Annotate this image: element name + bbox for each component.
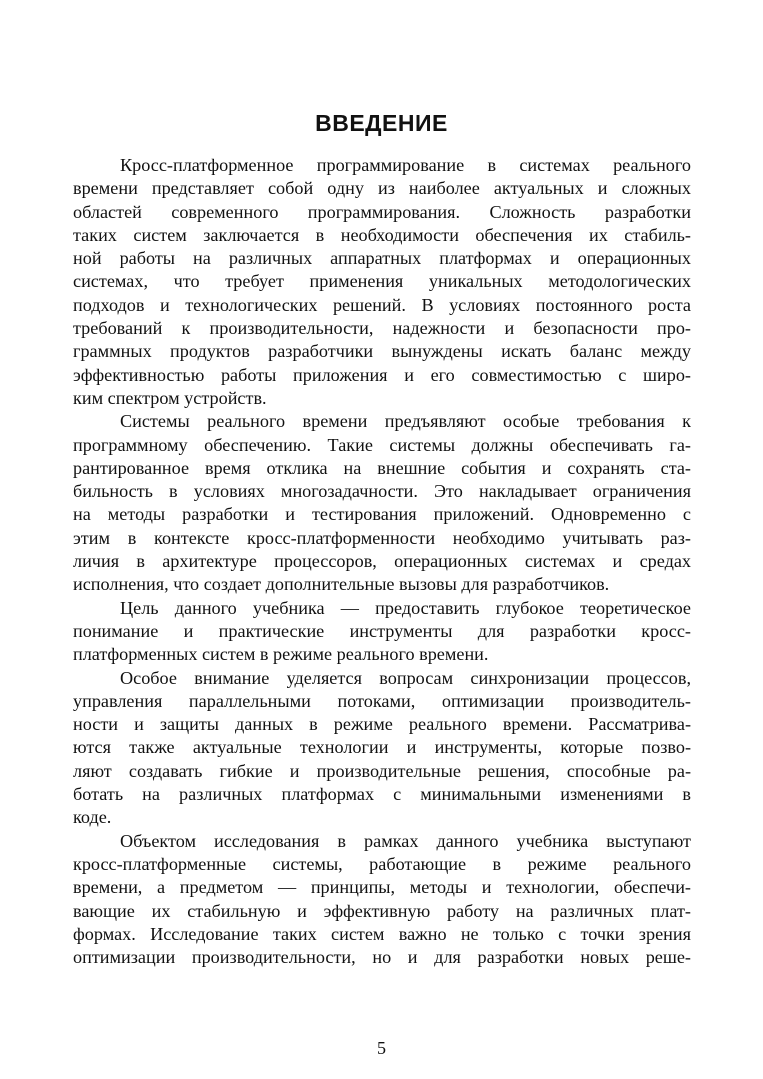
text-line: времени представляет собой одну из наиболее актуальных и сложных xyxy=(73,178,691,199)
text-line: коде. xyxy=(73,807,112,828)
text-line: кросс-платформенные системы, работающие в режиме реального xyxy=(73,853,691,874)
text-line: управления параллельными потоками, оптимизации производитель- xyxy=(73,690,691,711)
text-line: требований к производительности, надежности и безопасности про- xyxy=(73,318,691,339)
text-line: таких систем заключается в необходимости обеспечения их стабиль- xyxy=(73,224,691,245)
text-line: на методы разработки и тестирования приложений. Одновременно с xyxy=(73,504,691,525)
text-line: ляют создавать гибкие и производительные решения, способные ра- xyxy=(73,760,691,781)
body-text xyxy=(73,154,691,969)
text-line: областей современного программирования. Сложность разработки xyxy=(73,201,691,222)
text-line: оптимизации производительности, но и для разработки новых реше- xyxy=(73,947,691,968)
text-line: платформенных систем в режиме реального времени. xyxy=(73,644,489,665)
text-line: понимание и практические инструменты для разработки кросс- xyxy=(73,620,691,641)
page-title: ВВЕДЕНИЕ xyxy=(315,110,448,136)
text-line: ким спектром устройств. xyxy=(73,387,267,408)
text-line: Системы реального времени предъявляют особые требования к xyxy=(120,411,691,432)
text-line: времени, а предметом — принципы, методы и технологии, обеспечи- xyxy=(73,877,691,898)
text-line: граммных продуктов разработчики вынуждены искать баланс между xyxy=(73,341,691,362)
paragraph xyxy=(73,597,691,667)
text-line: рантированное время отклика на внешние события и сохранять ста- xyxy=(73,457,691,478)
text-line: эффективностью работы приложения и его совместимостью с широ- xyxy=(73,364,691,385)
paragraph xyxy=(73,667,691,830)
text-line: подходов и технологических решений. В условиях постоянного роста xyxy=(73,294,691,315)
text-line: формах. Исследование таких систем важно не только с точки зрения xyxy=(73,923,691,944)
text-line: Цель данного учебника — предоставить глубокое теоретическое xyxy=(120,597,691,618)
text-line: ной работы на различных аппаратных платформах и операционных xyxy=(73,248,691,269)
text-line: этим в контексте кросс-платформенности необходимо учитывать раз- xyxy=(73,527,691,548)
page-number: 5 xyxy=(377,1038,386,1058)
text-line: системах, что требует применения уникальных методологических xyxy=(73,271,691,292)
text-line: бильность в условиях многозадачности. Это накладывает ограничения xyxy=(73,481,691,502)
paragraph xyxy=(73,830,691,970)
text-line: ности и защиты данных в режиме реального времени. Рассматрива- xyxy=(73,714,691,735)
text-line: вающие их стабильную и эффективную работу на различных плат- xyxy=(73,900,691,921)
paragraph xyxy=(73,410,691,596)
text-line: исполнения, что создает дополнительные вызовы для разработчиков. xyxy=(73,574,610,595)
paragraph xyxy=(73,154,691,410)
text-line: программному обеспечению. Такие системы должны обеспечивать га- xyxy=(73,434,691,455)
text-line: личия в архитектуре процессоров, операционных системах и средах xyxy=(73,551,691,572)
text-line: Объектом исследования в рамках данного учебника выступают xyxy=(120,830,691,851)
text-line: ботать на различных платформах с минимальными изменениями в xyxy=(73,784,691,805)
text-line: Особое внимание уделяется вопросам синхронизации процессов, xyxy=(120,667,691,688)
text-line: Кросс-платформенное программирование в системах реального xyxy=(120,155,691,175)
text-line: ются также актуальные технологии и инструменты, которые позво- xyxy=(73,737,691,758)
